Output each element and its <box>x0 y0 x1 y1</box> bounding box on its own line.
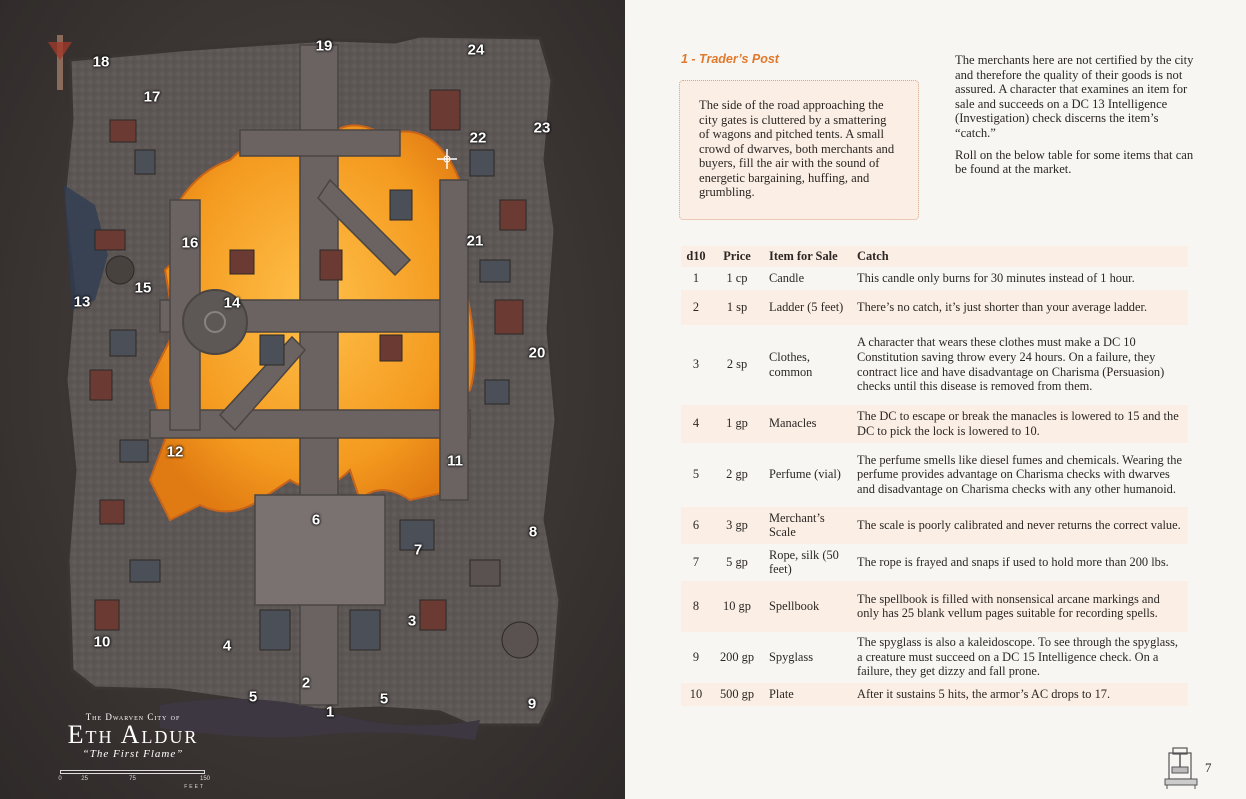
printing-press-icon <box>1163 745 1199 789</box>
map-label-8[interactable]: 8 <box>528 523 538 541</box>
map-label-14[interactable]: 14 <box>223 294 241 312</box>
cell-item: Plate <box>763 683 851 706</box>
map-label-9[interactable]: 9 <box>527 695 537 713</box>
map-label-18[interactable]: 18 <box>92 53 110 71</box>
cell-price: 1 cp <box>726 270 748 285</box>
cell-d10: 8 <box>681 581 711 632</box>
cell-d10: 2 <box>681 290 711 325</box>
scale-tick: 25 <box>81 776 88 782</box>
table-row <box>681 632 1188 683</box>
map-label-4[interactable]: 4 <box>222 637 232 655</box>
cell-d10: 3 <box>692 357 700 372</box>
map-label-2[interactable]: 2 <box>301 674 311 692</box>
table-row <box>681 581 1188 632</box>
scale-tick: 0 <box>58 776 62 782</box>
table-row <box>681 290 1188 325</box>
market-items-table <box>681 246 1188 706</box>
cell-catch: After it sustains 5 hits, the armor’s AC drops to 17. <box>851 683 1188 706</box>
table-row <box>681 507 1188 544</box>
map-label-15[interactable]: 15 <box>134 279 152 297</box>
map-label-1[interactable]: 1 <box>325 703 335 721</box>
cell-item: Rope, silk (50 feet) <box>769 547 839 577</box>
cell-price: 500 gp <box>711 683 763 706</box>
cell-d10: 1 <box>692 270 700 285</box>
cell-catch: This candle only burns for 30 minutes instead of 1 hour. <box>857 270 1135 285</box>
map-label-16[interactable]: 16 <box>181 234 199 252</box>
cell-item: Ladder (5 feet) <box>763 290 851 325</box>
cell-d10: 7 <box>692 554 700 569</box>
cell-catch: The rope is frayed and snaps if used to hold more than 200 lbs. <box>857 554 1169 569</box>
map-label-21[interactable]: 21 <box>466 232 484 250</box>
header-item: Item for Sale <box>763 246 851 267</box>
map-label-11[interactable]: 11 <box>447 452 463 470</box>
map-label-19[interactable]: 19 <box>315 37 333 55</box>
map-kicker: The Dwarven City of <box>85 712 181 722</box>
paragraph-merchants: The merchants here are not certified by the city and therefore the quality of their goods is not assured. A character that examines an item for sale and succeeds on a DC 13 Intelligence (Investigation) check discerns the item’s “catch.” <box>955 53 1194 140</box>
table-row <box>681 544 1188 581</box>
table-header-row <box>681 246 1188 267</box>
text-page <box>625 0 1246 799</box>
header-d10: d10 <box>681 246 711 267</box>
cell-catch: A character that wears these clothes must make a DC 10 Constitution saving throw every 24 hours. On a failure, they contract lice and have disadvantage on Charisma (Persuasion) checks until this disease is removed from them. <box>857 335 1165 394</box>
cell-d10: 6 <box>681 507 711 544</box>
cell-item: Clothes, common <box>769 350 813 379</box>
cell-catch: The spellbook is filled with nonsensical arcane markings and only has 25 blank vellum pages suitable for recording spells. <box>851 581 1188 632</box>
map-name: Eth Aldur <box>67 720 199 749</box>
cell-price: 1 gp <box>711 405 763 443</box>
cell-d10: 9 <box>692 649 700 664</box>
cell-price: 2 sp <box>726 357 748 372</box>
cell-item: Candle <box>769 270 805 285</box>
scale-tick: 150 <box>199 776 211 782</box>
cell-d10: 10 <box>681 683 711 706</box>
table-row <box>681 683 1188 706</box>
scale-bar <box>58 770 211 792</box>
cell-item: Merchant’s Scale <box>763 507 851 544</box>
header-catch: Catch <box>851 246 1188 267</box>
crosshair-icon <box>437 149 457 169</box>
cell-item: Manacles <box>763 405 851 443</box>
cell-item: Perfume (vial) <box>769 467 841 482</box>
cell-price: 200 gp <box>719 649 755 664</box>
scale-unit: FEET <box>184 784 205 790</box>
map-label-10[interactable]: 10 <box>93 633 111 651</box>
cell-catch: There’s no catch, it’s just shorter than your average ladder. <box>851 290 1188 325</box>
table-row <box>681 325 1188 405</box>
side-text <box>955 53 1200 184</box>
map-label-12[interactable]: 12 <box>166 443 184 461</box>
scale-tick: 75 <box>129 776 136 782</box>
map-label-13[interactable]: 13 <box>73 293 91 311</box>
cell-d10: 5 <box>692 467 700 482</box>
cell-price: 1 sp <box>711 290 763 325</box>
map-label-3[interactable]: 3 <box>407 612 417 630</box>
scale-bar-line <box>60 770 205 774</box>
read-aloud-text: The side of the road approaching the city gates is cluttered by a smattering of wagons and pitched tents. A small crowd of dwarves, both merchants and buyers, fill the air with the sound of energetic bargaining, huffing, and grumbling. <box>699 98 895 199</box>
table-row <box>681 267 1188 290</box>
page-number: 7 <box>1205 760 1212 775</box>
map-subtitle: “The First Flame” <box>82 748 184 760</box>
map-label-23[interactable]: 23 <box>533 119 551 137</box>
map-label-7[interactable]: 7 <box>413 541 423 559</box>
cell-price: 5 gp <box>726 554 748 569</box>
map-label-17[interactable]: 17 <box>143 88 161 106</box>
cell-item: Spyglass <box>769 649 814 664</box>
header-price: Price <box>711 246 763 267</box>
cell-catch: The perfume smells like diesel fumes and chemicals. Wearing the perfume provides advantage on Charisma checks with dwarves and disadvantage on Charisma checks with any other humanoid. <box>857 452 1182 496</box>
read-aloud-box <box>679 80 919 220</box>
map-title-block <box>58 712 208 760</box>
section-heading: 1 - Trader’s Post <box>681 52 779 66</box>
paragraph-roll: Roll on the below table for some items that can be found at the market. <box>955 147 1194 177</box>
cell-catch: The spyglass is also a kaleidoscope. To see through the spyglass, a creature must succeed on a DC 15 Intelligence check. On a failure, they get dizzy and fall prone. <box>857 635 1179 679</box>
cell-catch: The DC to escape or break the manacles is lowered to 15 and the DC to pick the lock is lowered to 10. <box>851 405 1188 443</box>
table-row <box>681 405 1188 443</box>
cell-price: 2 gp <box>726 467 748 482</box>
cell-price: 3 gp <box>711 507 763 544</box>
map-label-5a[interactable]: 5 <box>248 688 258 706</box>
cell-price: 10 gp <box>711 581 763 632</box>
cell-catch: The scale is poorly calibrated and never returns the correct value. <box>851 507 1188 544</box>
map-label-20[interactable]: 20 <box>528 344 546 362</box>
map-label-22[interactable]: 22 <box>469 129 487 147</box>
map-label-24[interactable]: 24 <box>467 41 485 59</box>
map-label-6[interactable]: 6 <box>311 511 321 529</box>
map-label-5b[interactable]: 5 <box>379 690 389 708</box>
cell-item: Spellbook <box>763 581 851 632</box>
table-row <box>681 443 1188 507</box>
cell-d10: 4 <box>681 405 711 443</box>
